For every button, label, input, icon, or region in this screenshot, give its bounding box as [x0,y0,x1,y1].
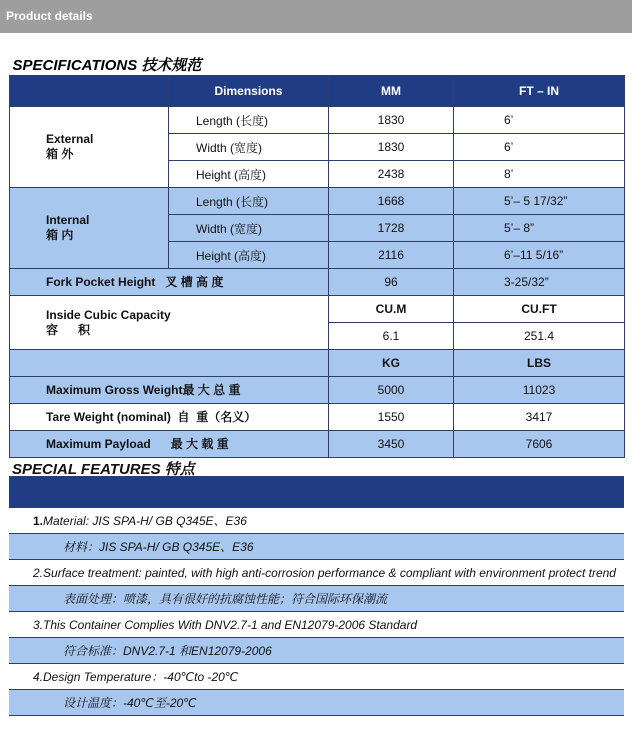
ft-cell: 6’ [454,107,625,134]
special-features [9,458,624,716]
unit-cu-m: CU.M [329,296,454,323]
fork-pocket-label: Fork Pocket Height 叉 槽 高 度 [10,269,329,296]
feature-item: 4.Design Temperature：-40℃to -20℃ [9,664,624,690]
table-row [10,296,625,323]
lbs-cell: 7606 [454,431,625,458]
feature-item-cn: 设计温度：-40℃至-20℃ [9,690,624,716]
kg-cell: 5000 [329,377,454,404]
unit-cu-ft: CU.FT [454,296,625,323]
ft-cell: 3-25/32” [454,269,625,296]
lbs-cell: 11023 [454,377,625,404]
feature-item: 2.Surface treatment: painted, with high anti-corrosion performance & compliant with environment protect trend [9,560,624,586]
value-cu-m: 6.1 [329,323,454,350]
weight-label: Maximum Gross Weight最 大 总 重 [10,377,329,404]
dimension-cell: Length (长度) [169,107,329,134]
features-title: SPECIAL FEATURES 特点 [12,461,195,478]
spec-sheet [9,54,624,730]
features-header-bar [9,477,624,508]
table-row [10,350,625,377]
features-title-row [9,458,624,477]
table-row [10,431,625,458]
mm-cell: 2116 [329,242,454,269]
header-bar [0,0,632,33]
cubic-capacity-label: Inside Cubic Capacity 容 积 [10,296,329,350]
kg-cell: 3450 [329,431,454,458]
mm-cell: 2438 [329,161,454,188]
unit-kg: KG [329,350,454,377]
internal-label: Internal 箱 内 [10,188,169,269]
spec-header-row [10,76,625,107]
feature-item: 1.Material: JIS SPA-H/ GB Q345E、E36 [9,508,624,534]
dimension-cell: Height (高度) [169,161,329,188]
feature-item-cn: 符合标准：DNV2.7-1 和EN12079-2006 [9,638,624,664]
mm-cell: 1668 [329,188,454,215]
external-label: External 箱 外 [10,107,169,188]
mm-cell: 1830 [329,107,454,134]
mm-cell: 1728 [329,215,454,242]
weight-label: Tare Weight (nominal) 自 重（名义） [10,404,329,431]
weight-label: Maximum Payload 最 大 载 重 [10,431,329,458]
table-row [10,188,625,215]
lbs-cell: 3417 [454,404,625,431]
table-row [10,404,625,431]
col-header-ft-in: FT – IN [454,76,625,107]
ft-cell: 5’– 5 17/32” [454,188,625,215]
feature-item-cn: 材料：JIS SPA-H/ GB Q345E、E36 [9,534,624,560]
table-row [10,269,625,296]
kg-cell: 1550 [329,404,454,431]
unit-lbs: LBS [454,350,625,377]
ft-cell: 8’ [454,161,625,188]
ft-cell: 5’– 8” [454,215,625,242]
page-title: Product details [6,9,93,23]
dimension-cell: Length (长度) [169,188,329,215]
value-cu-ft: 251.4 [454,323,625,350]
mm-cell: 96 [329,269,454,296]
feature-item: 3.This Container Complies With DNV2.7-1 and EN12079-2006 Standard [9,612,624,638]
ft-cell: 6’ [454,134,625,161]
specifications-table [9,54,625,458]
specifications-title: SPECIFICATIONS 技术规范 [10,54,625,76]
dimension-cell: Width (宽度) [169,134,329,161]
dimension-cell: Width (宽度) [169,215,329,242]
table-row [10,377,625,404]
table-row [10,107,625,134]
dimension-cell: Height (高度) [169,242,329,269]
col-header-mm: MM [329,76,454,107]
ft-cell: 6’–11 5/16” [454,242,625,269]
mm-cell: 1830 [329,134,454,161]
feature-item-cn: 表面处理：喷漆，具有很好的抗腐蚀性能；符合国际环保潮流 [9,586,624,612]
col-header-dimensions: Dimensions [169,76,329,107]
specifications-title-row [10,54,625,76]
